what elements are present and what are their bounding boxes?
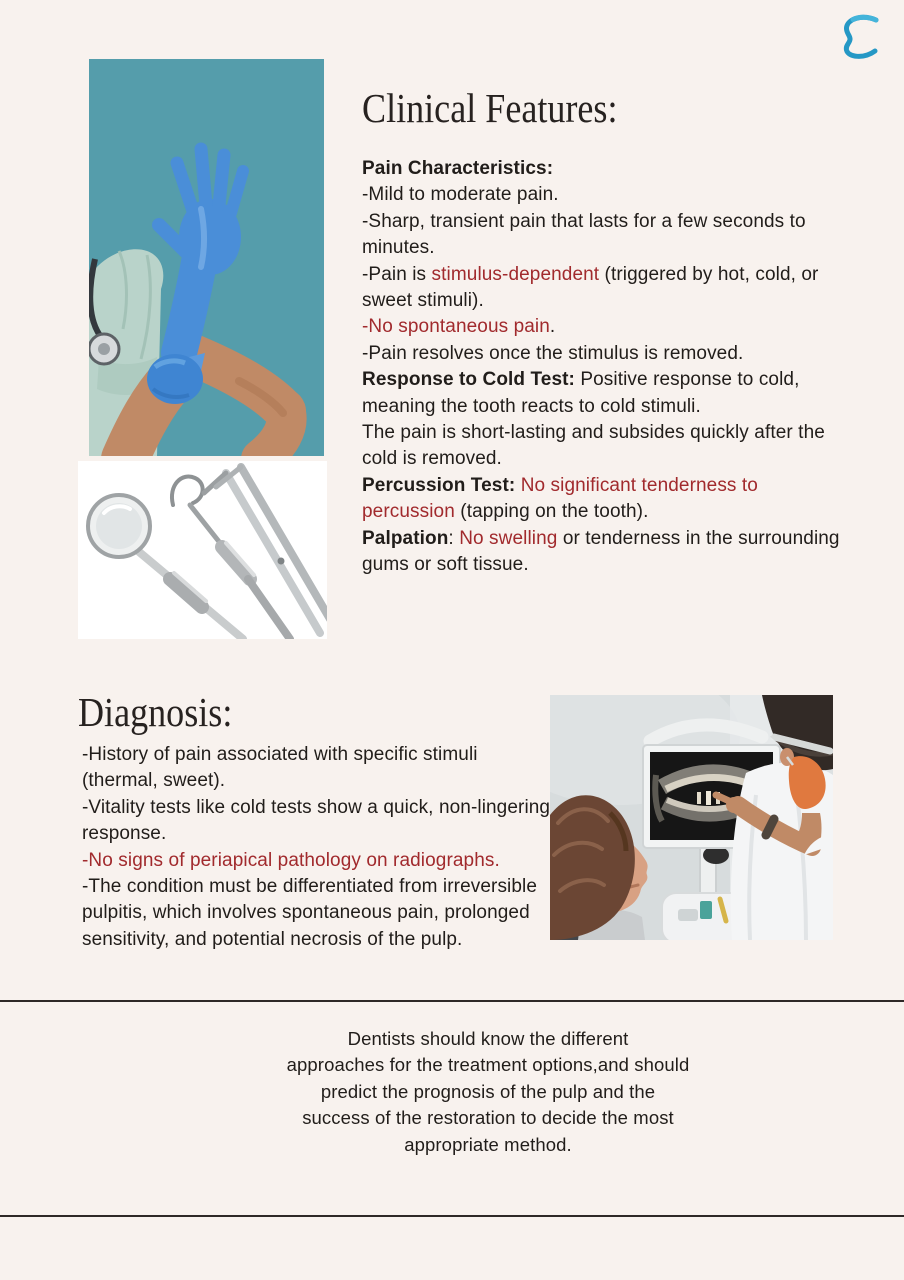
text-segment: success of the restoration to decide the most — [302, 1107, 674, 1129]
text-segment: (triggered by hot, cold, or sweet stimuli). — [362, 263, 819, 312]
text-segment: predict the prognosis of the pulp and the — [320, 1080, 656, 1102]
tooth-outline-highlight — [853, 17, 876, 20]
divider-bottom — [0, 1215, 904, 1217]
text-segment: -Pain is — [362, 263, 432, 285]
text-segment: -No signs of periapical pathology on radiographs. — [82, 849, 500, 871]
text-segment: No significant tenderness to percussion — [362, 474, 758, 523]
text-segment: Percussion Test: — [362, 474, 516, 496]
glove-photo — [89, 59, 324, 456]
text-segment: -Vitality tests like cold tests show a quick, non-lingering response. — [82, 796, 551, 845]
text-segment: -The condition must be differentiated from irreversible pulpitis, which involves spontaneous pain, prolonged sensitivity, and potential necrosis of the pulp. — [82, 876, 538, 950]
divider-top — [0, 1000, 904, 1002]
text-segment: stimulus-dependent — [431, 263, 600, 285]
text-segment: approaches for the treatment options,and should — [286, 1054, 690, 1076]
text-segment: (tapping on the tooth). — [454, 501, 649, 523]
diagnosis-title: Diagnosis: — [78, 689, 233, 735]
text-segment: : — [448, 527, 460, 549]
tools-photo — [78, 461, 327, 639]
text-segment: appropriate method. — [404, 1133, 572, 1155]
text-segment: No swelling — [459, 527, 558, 549]
text-segment: or tenderness in the surrounding gums or soft tissue. — [362, 527, 840, 576]
text-segment: Pain Characteristics: — [362, 158, 554, 179]
tooth-logo-icon — [838, 13, 886, 59]
text-segment: -Pain resolves once the stimulus is removed. — [362, 342, 744, 364]
text-segment: -History of pain associated with specific stimuli (thermal, sweet). — [82, 744, 478, 792]
text-segment: Positive response to cold, meaning the tooth reacts to cold stimuli. — [362, 369, 800, 417]
text-segment: Dentists should know the different — [347, 1028, 629, 1049]
text-segment: Response to Cold Test: — [362, 369, 575, 391]
text-segment: Palpation — [362, 527, 449, 549]
footer-note — [152, 1026, 824, 1158]
text-segment: . — [549, 316, 556, 338]
clinical-features-title: Clinical Features: — [362, 85, 618, 131]
diagnosis-text — [82, 742, 558, 953]
text-segment: The pain is short-lasting and subsides quickly after the cold is removed. — [362, 422, 825, 470]
text-segment: -No spontaneous pain — [362, 316, 550, 338]
text-segment: -Mild to moderate pain. — [362, 184, 559, 206]
tooth-outline — [846, 17, 876, 56]
clinical-features-text — [362, 156, 844, 579]
text-segment: -Sharp, transient pain that lasts for a few seconds to minutes. — [362, 210, 806, 259]
dentist-photo — [550, 695, 833, 940]
